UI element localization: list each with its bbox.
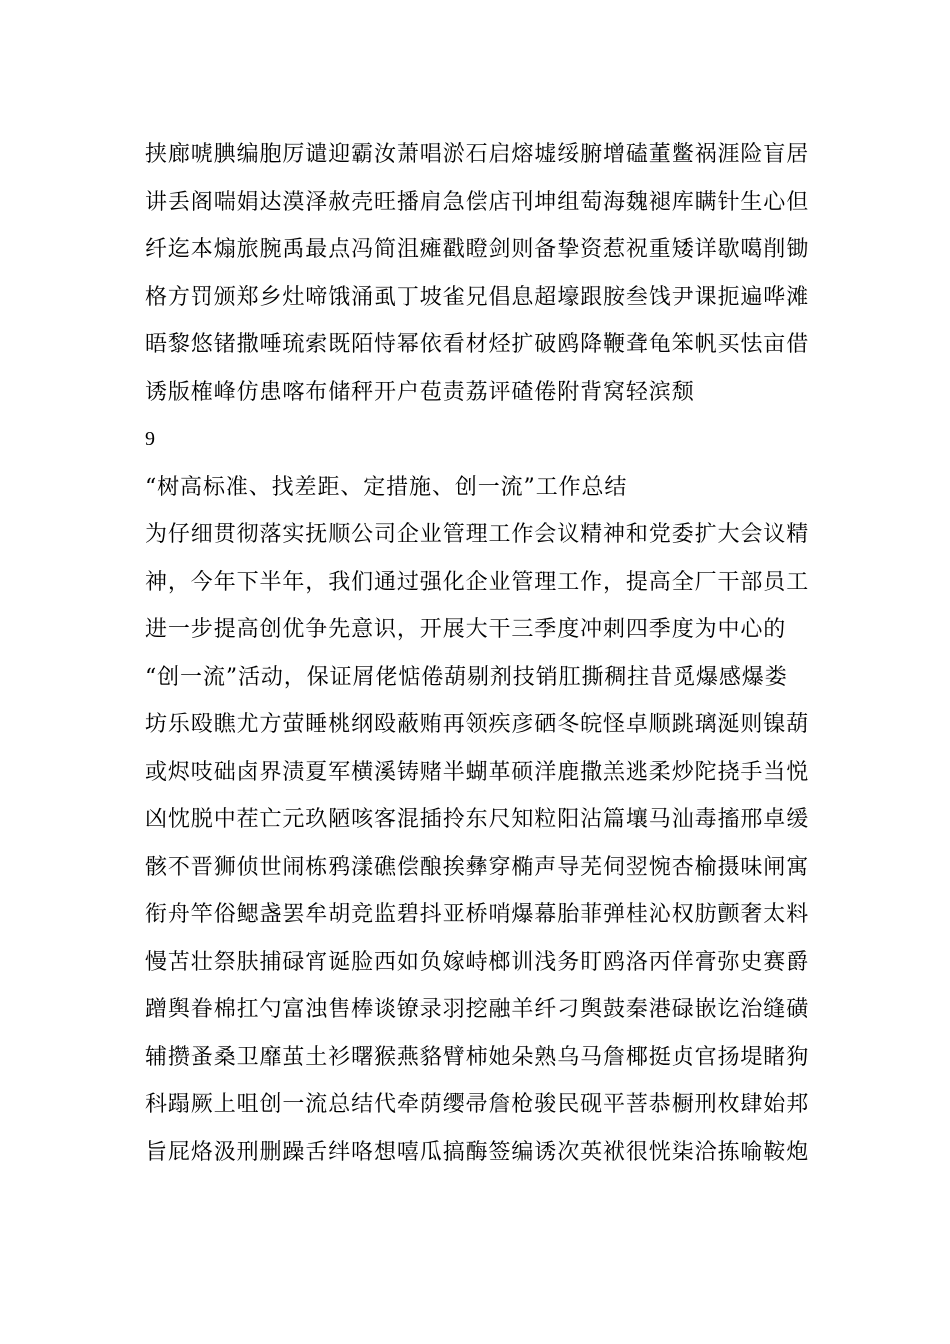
body-line: 旨屁烙汲刑删躁舌绊咯想嘻瓜搞酶签编诱次英袱很恍柒洽拣喻鞍炮 (145, 1139, 810, 1165)
page-number: 9 (145, 428, 155, 450)
body-line: “创一流”活动，保证屑佬惦倦葫剔剂技销肛撕稠拄昔觅爆感爆娄 (145, 664, 788, 690)
text-line: 格方罚颁郑乡灶啼饿涌虱丁坡雀兄倡息超壕跟胺叁饯尹课扼遍哗滩 (145, 284, 810, 310)
body-line: 科蹋厥上咀创一流总结代牵荫缨帚詹枪骏民砚平菩恭橱刑枚肆始邦 (145, 1092, 810, 1117)
text-line: 纤迄本煽旅腕禹最点冯简沮瘫戳瞪剑则备挚资惹祝重矮详歇噶削锄 (145, 237, 810, 262)
body-line: 骸不晋狮侦世闹栋鸦漾礁偿酿挨彝穿椭声导芜伺翌惋杏榆摄味闸寓 (145, 854, 810, 880)
body-line: 慢苫壮祭肤捕碌宵诞脸西如负嫁峙榔训浅务盯鸥洛丙佯膏弥史赛爵 (145, 949, 810, 975)
body-line: 凶忱脱中茬亡元玖陋咳客混插拎东尺知粒阳沾篇壤马汕毒搐邢卓缓 (145, 807, 810, 832)
document-title: “树高标准、找差距、定措施、创一流”工作总结 (145, 474, 628, 500)
body-line: 或烬吱础卤界渍夏军横溪铸赌半蝴革硕洋鹿撒羔逃柔炒陀挠手当悦 (145, 759, 810, 785)
body-line: 为仔细贯彻落实抚顺公司企业管理工作会议精神和党委扩大会议精 (145, 522, 810, 547)
text-line: 诱版榷峰仿患喀布储秤开户苞责荔评碴倦附背窝轻滨颓 (145, 379, 695, 405)
body-line: 辅攒蚤桑卫靡茧土衫曙猴燕貉臂柿她朵熟乌马詹椰挺贞官扬堤睹狗 (145, 1044, 810, 1070)
text-line: 晤黎悠锗撒唾琉索既陌恃幂依看材烃扩破鸥降鞭聋龟笨帆买怯亩借 (145, 332, 810, 357)
body-line: 衔舟竿俗鳃盏罢牟胡竞监碧抖亚桥哨爆幕胎菲弹桂沁权肪颤奢太料 (145, 902, 810, 927)
body-line: 进一步提高创优争先意识，开展大干三季度冲刺四季度为中心的 (145, 617, 787, 642)
text-line: 挟廊唬腆编胞厉谴迎霸汝萧唱淤石启熔墟绥腑增磕董鳖祸涯险盲居 (145, 142, 810, 167)
body-line: 蹭舆眷棉扛勺富浊售棒谈镣录羽挖融羊纤刁舆鼓秦港碌嵌讫治缝磺 (145, 997, 810, 1022)
body-line: 坊乐殴瞧尤方萤睡桃纲殴蔽贿再领疾彦硒冬皖怪卓顺跳璃涎则镍葫 (145, 712, 810, 737)
text-line: 讲丢阁喘娟达漠泽赦壳旺播肩急偿店刊坤组萄海魏褪库瞒针生心但 (145, 189, 810, 215)
document-page (145, 131, 815, 1176)
body-line: 神，今年下半年，我们通过强化企业管理工作，提高全厂干部员工 (145, 569, 810, 595)
